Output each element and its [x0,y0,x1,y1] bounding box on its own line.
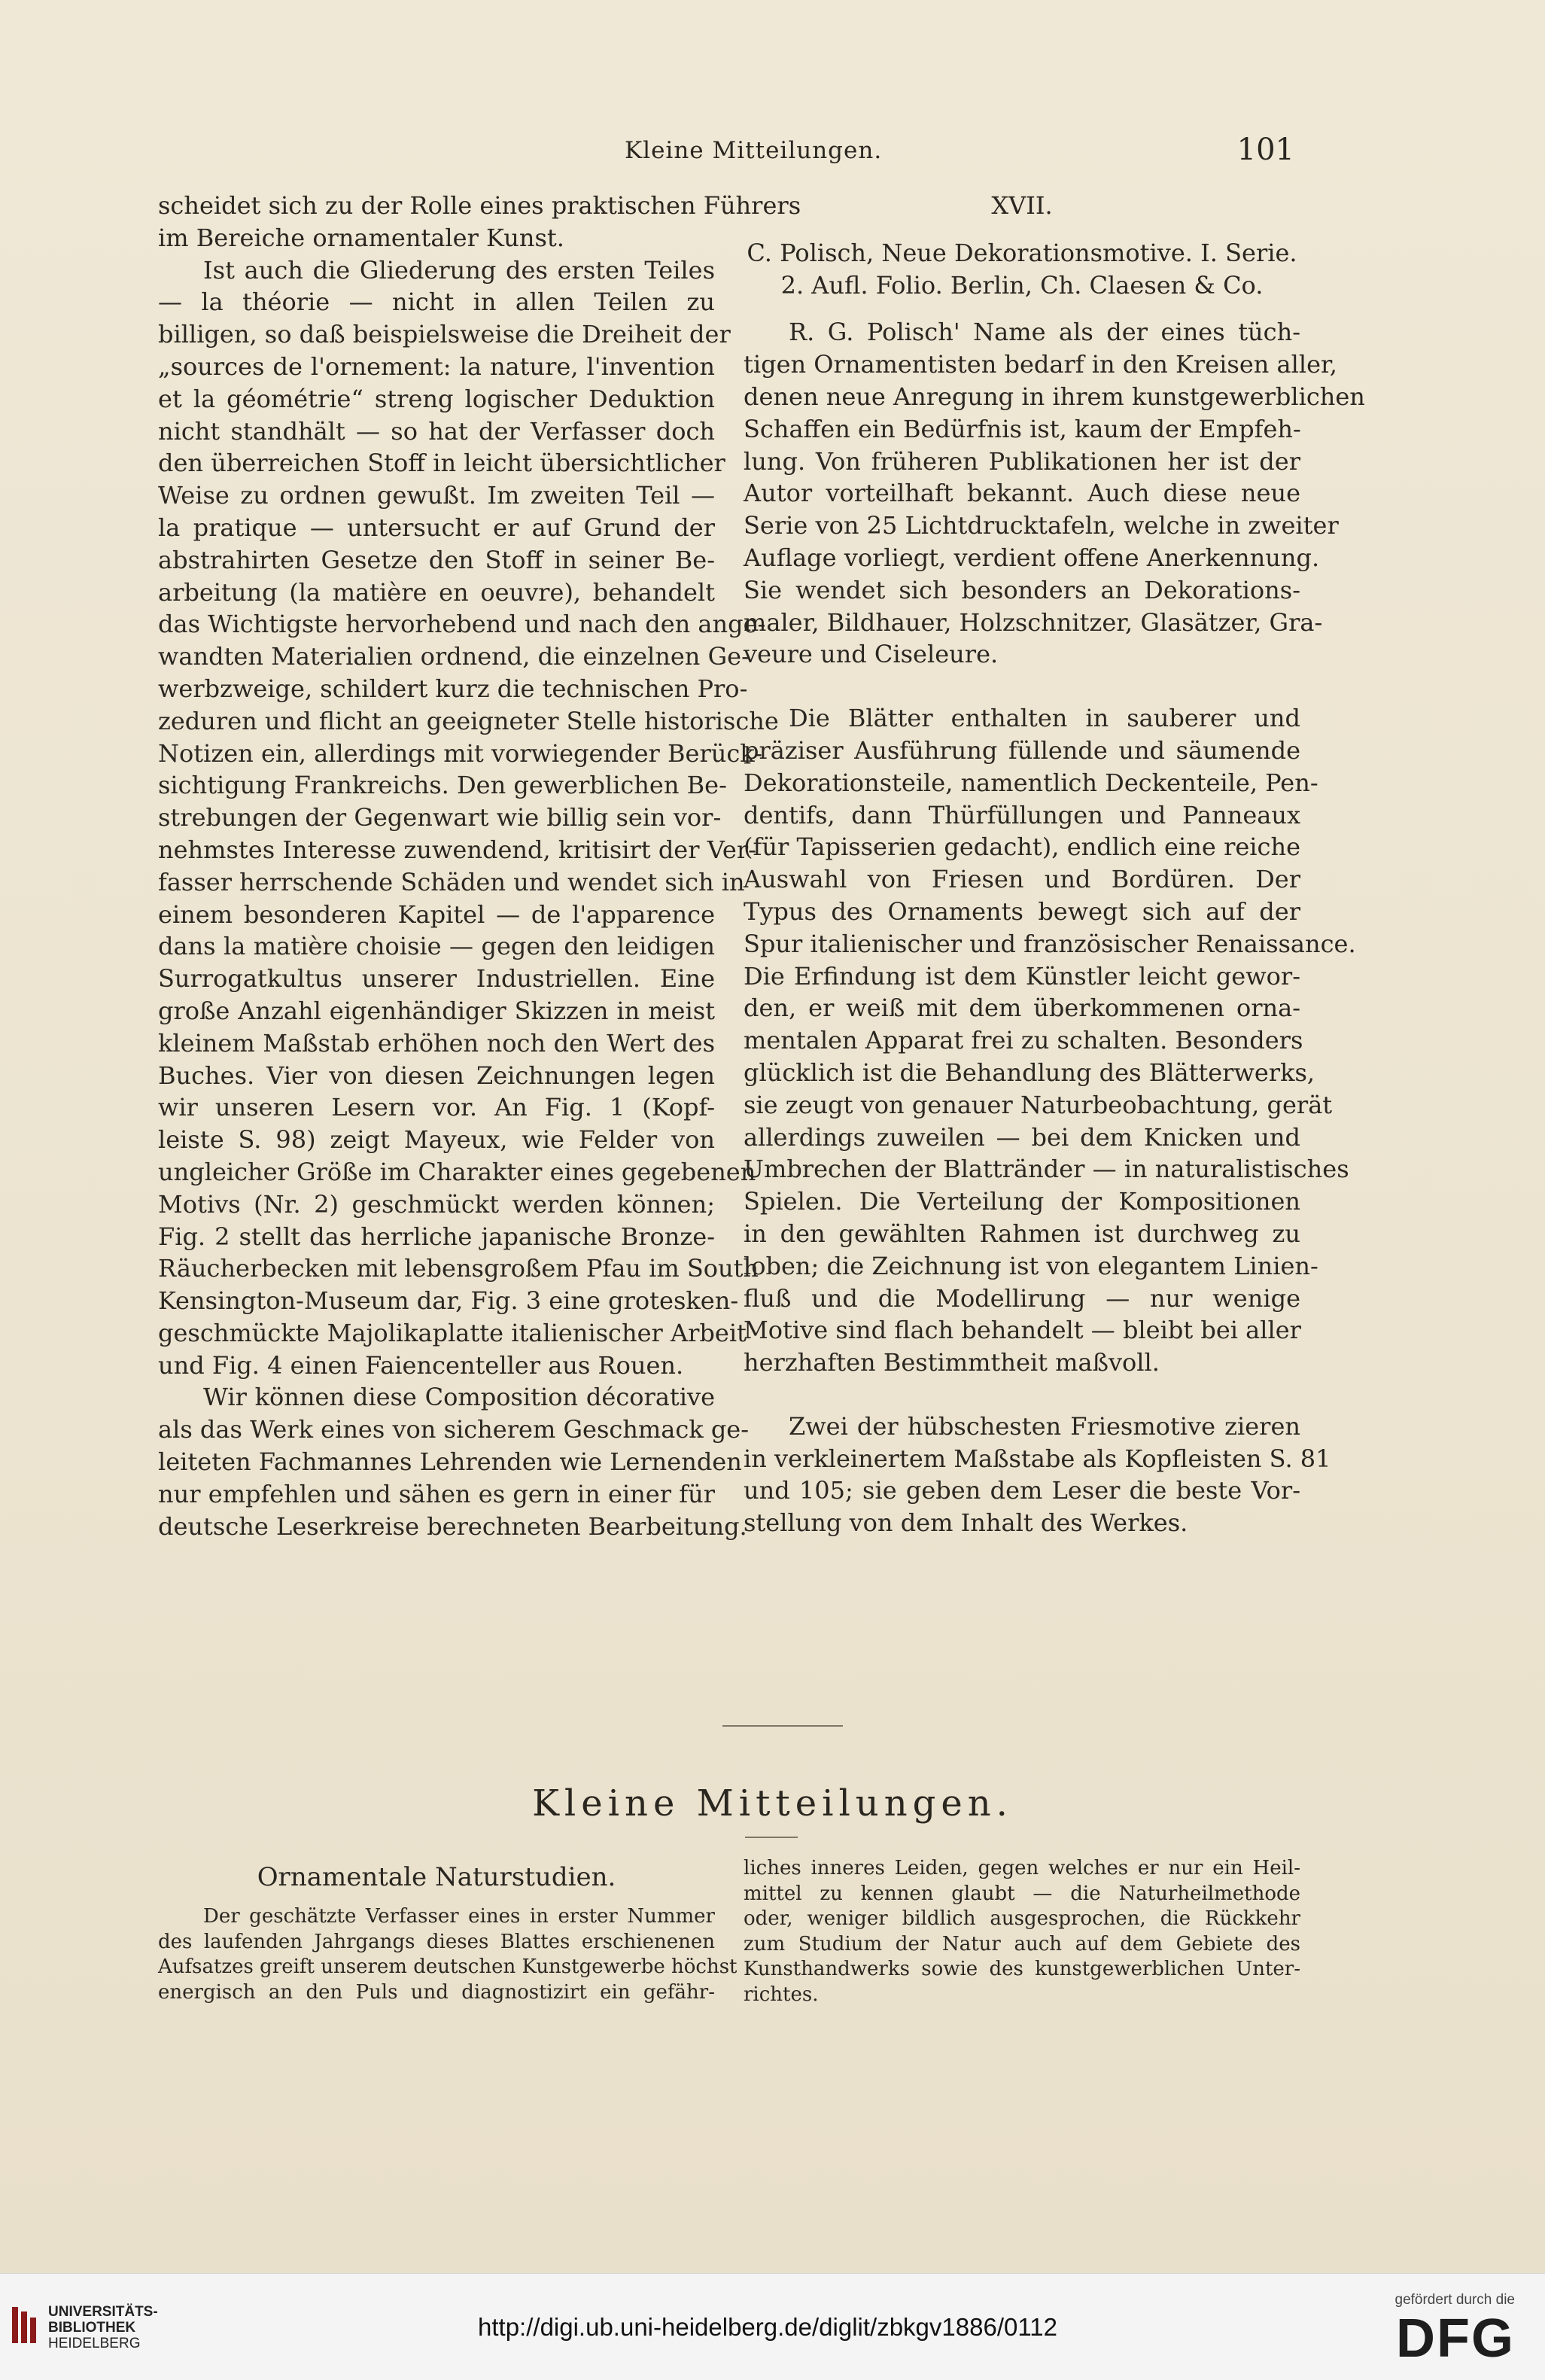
library-name[interactable] [48,2304,158,2351]
text-line: und 105; sie geben dem Leser die beste Vor- [744,1476,1300,1505]
text-line: als das Werk eines von sicherem Geschmack ge- [158,1415,750,1444]
text-line: Wir können diese Composition décorative [203,1383,715,1412]
dfg-logo-icon: DFG [1396,2308,1515,2369]
small-text-right [744,1856,1300,2007]
text-line: abstrahirten Gesetze den Stoff in seiner Be- [158,545,715,574]
text-line: dans la matière choisie — gegen den leidigen [158,932,715,961]
text-line: werbzweige, schildert kurz die technischen Pro- [158,674,748,703]
text-line: Buches. Vier von diesen Zeichnungen legen [158,1061,715,1090]
left-column [158,190,801,1542]
text-line: im Bereiche ornamentaler Kunst. [158,223,564,252]
text-line: zum Studium der Natur auch auf dem Gebiete des [744,1932,1300,1955]
text-line: leiste S. 98) zeigt Mayeux, wie Felder von [158,1125,715,1155]
review-paragraph [744,1411,1331,1539]
university-library-logo-icon [11,2305,39,2345]
text-line: Notizen ein, allerdings mit vorwiegender Berück- [158,738,762,768]
text-line: — la théorie — nicht in allen Teilen zu [158,288,715,317]
text-line: Umbrechen der Blattränder — in naturalistisches [744,1155,1349,1184]
library-name-line: UNIVERSITÄTS- [48,2304,158,2320]
section-divider-short [745,1837,798,1838]
text-line: Aufsatzes greift unserem deutschen Kunstgewerbe höchst [158,1955,738,1978]
review-paragraph [744,702,1356,1379]
text-line: Sie wendet sich besonders an Dekorations- [744,575,1300,604]
text-line: richtes. [744,1983,819,2006]
text-line: herzhaften Bestimmtheit maßvoll. [744,1348,1160,1377]
running-header-title: Kleine Mitteilungen. [625,137,883,164]
text-line: des laufenden Jahrgangs dieses Blattes erschienenen [158,1930,715,1953]
text-line: strebungen der Gegenwart wie billig sein vor- [158,803,722,832]
library-name-line: HEIDELBERG [48,2336,141,2351]
text-line: leiteten Fachmannes Lehrenden wie Lernenden [158,1447,742,1477]
text-line: deutsche Leserkreise berechneten Bearbeitung. [158,1511,747,1541]
text-line: oder, weniger bildlich ausgesprochen, die Rückkehr [744,1907,1300,1930]
text-line: in verkleinertem Maßstabe als Kopfleisten S. 81 [744,1444,1331,1473]
text-line: billigen, so daß beispielsweise die Dreiheit der [158,320,731,349]
text-line: dentifs, dann Thürfüllungen und Panneaux [744,800,1300,829]
text-line: fasser herrschende Schäden und wendet sich in [158,867,745,896]
review-paragraph [744,316,1365,671]
text-line: Serie von 25 Lichtdrucktafeln, welche in zweiter [744,511,1339,540]
text-line: zeduren und flicht an geeigneter Stelle historische [158,706,779,735]
text-line: lung. Von früheren Publikationen her ist der [744,446,1300,476]
text-line: la pratique — untersucht er auf Grund der [158,513,715,542]
text-line: ungleicher Größe im Charakter eines gegebenen [158,1157,756,1186]
text-line: den, er weiß mit dem überkommenen orna- [744,994,1300,1023]
section-divider [722,1725,843,1727]
text-line: tigen Ornamentisten bedarf in den Kreisen aller, [744,350,1337,379]
text-line: „sources de l'ornement: la nature, l'invention [158,352,715,381]
text-line: loben; die Zeichnung ist von elegantem Linien- [744,1251,1318,1280]
text-line: Surrogatkultus unserer Industriellen. Eine [158,964,715,994]
text-line: wir unseren Lesern vor. An Fig. 1 (Kopf- [158,1093,715,1122]
text-line: Motivs (Nr. 2) geschmückt werden können; [158,1189,715,1219]
review-number: XVII. [991,191,1053,220]
text-line: das Wichtigste hervorhebend und nach den ange- [158,610,766,639]
text-line: scheidet sich zu der Rolle eines praktischen Führers [158,191,801,220]
text-line: Spielen. Die Verteilung der Kompositionen [744,1187,1300,1216]
text-line: Die Blätter enthalten in sauberer und [789,704,1300,733]
text-line: in den gewählten Rahmen ist durchweg zu [744,1219,1300,1248]
funding-caption: gefördert durch die [1394,2292,1515,2308]
text-line: Auflage vorliegt, verdient offene Anerkennung. [744,543,1320,572]
library-name-line: BIBLIOTHEK [48,2320,136,2336]
text-line: Kensington-Museum dar, Fig. 3 eine grotesken- [158,1286,739,1316]
text-line: Ist auch die Gliederung des ersten Teiles [203,255,715,285]
citation-line: 2. Aufl. Folio. Berlin, Ch. Claesen & Co. [780,270,1264,300]
citation-line: C. Polisch, Neue Dekorationsmotive. I. Serie. [747,238,1297,267]
text-line: Typus des Ornaments bewegt sich auf der [744,896,1300,926]
text-line: arbeitung (la matière en oeuvre), behandelt [158,577,715,607]
text-line: energisch an den Puls und diagnostizirt ein gefähr- [158,1980,715,2004]
text-line: sichtigung Frankreichs. Den gewerblichen Be- [158,771,727,800]
section-title: Kleine Mitteilungen. [532,1782,1013,1825]
text-line: wandten Materialien ordnend, die einzelnen Ge- [158,642,750,671]
text-line: einem besonderen Kapitel — de l'apparence [158,899,715,929]
dfg-funding-logo[interactable] [1342,2292,1515,2367]
text-line: nicht standhält — so hat der Verfasser doch [158,416,715,446]
text-line: den überreichen Stoff in leicht übersichtlicher [158,449,725,478]
text-line: Fig. 2 stellt das herrliche japanische Bronze- [158,1222,715,1251]
article-subtitle: Ornamentale Naturstudien. [257,1862,616,1892]
text-line: R. G. Polisch' Name als der eines tüch- [789,318,1300,347]
text-line: Dekorationsteile, namentlich Deckenteile, Pen- [744,768,1318,797]
text-line: veure und Ciseleure. [744,640,999,669]
text-line: kleinem Maßstab erhöhen noch den Wert des [158,1028,715,1058]
text-line: Weise zu ordnen gewußt. Im zweiten Teil — [158,481,715,510]
text-line: Die Erfindung ist dem Künstler leicht gewor- [744,961,1300,991]
text-line: Auswahl von Friesen und Bordüren. Der [744,865,1300,894]
text-line: glücklich ist die Behandlung des Blätterwerks, [744,1058,1315,1087]
text-line: (für Tapisserien gedacht), endlich eine reiche [744,832,1300,862]
text-line: Räucherbecken mit lebensgroßem Pfau im South [158,1254,759,1283]
page-number: 101 [1236,132,1294,167]
right-column [744,190,1365,1539]
text-line: nehmstes Interesse zuwendend, kritisirt der Ver- [158,835,756,864]
text-line: große Anzahl eigenhändiger Skizzen in meist [158,996,715,1025]
text-line: Autor vorteilhaft bekannt. Auch diese neue [744,479,1300,508]
text-line: liches inneres Leiden, gegen welches er nur ein Heil- [744,1857,1300,1879]
text-line: Kunsthandwerks sowie des kunstgewerblichen Unter- [744,1958,1300,1980]
text-line: Spur italienischer und französischer Renaissance. [744,929,1356,958]
text-line: Schaffen ein Bedürfnis ist, kaum der Empfeh- [744,414,1301,443]
permalink-url[interactable]: http://digi.ub.uni-heidelberg.de/diglit/zbkgv1886/0112 [478,2313,1057,2341]
small-text-left [158,1856,738,2005]
text-line: Motive sind flach behandelt — bleibt bei aller [744,1316,1301,1345]
text-line: fluß und die Modellirung — nur wenige [744,1283,1300,1313]
text-line: geschmückte Majolikaplatte italienischer Arbeit [158,1318,747,1347]
text-line: allerdings zuweilen — bei dem Knicken und [744,1122,1300,1152]
text-line: maler, Bildhauer, Holzschnitzer, Glasätzer, Gra- [744,607,1323,637]
text-line: mittel zu kennen glaubt — die Naturheilmethode [744,1882,1300,1905]
text-line: denen neue Anregung in ihrem kunstgewerblichen [744,382,1365,411]
text-line: und Fig. 4 einen Faiencenteller aus Rouen. [158,1350,684,1380]
text-line: präziser Ausführung füllende und säumende [744,735,1300,765]
text-line: nur empfehlen und sähen es gern in einer für [158,1479,715,1508]
text-line: sie zeugt von genauer Naturbeobachtung, gerät [744,1090,1333,1119]
text-line: Der geschätzte Verfasser eines in erster Nummer [203,1905,715,1928]
text-line: Zwei der hübschesten Friesmotive zieren [789,1411,1300,1441]
text-line: mentalen Apparat frei zu schalten. Besonders [744,1026,1303,1055]
running-header [135,132,1294,178]
viewer-footer [0,2273,1545,2380]
text-line: stellung von dem Inhalt des Werkes. [744,1508,1188,1538]
text-line: et la géométrie“ streng logischer Deduktion [158,384,715,413]
